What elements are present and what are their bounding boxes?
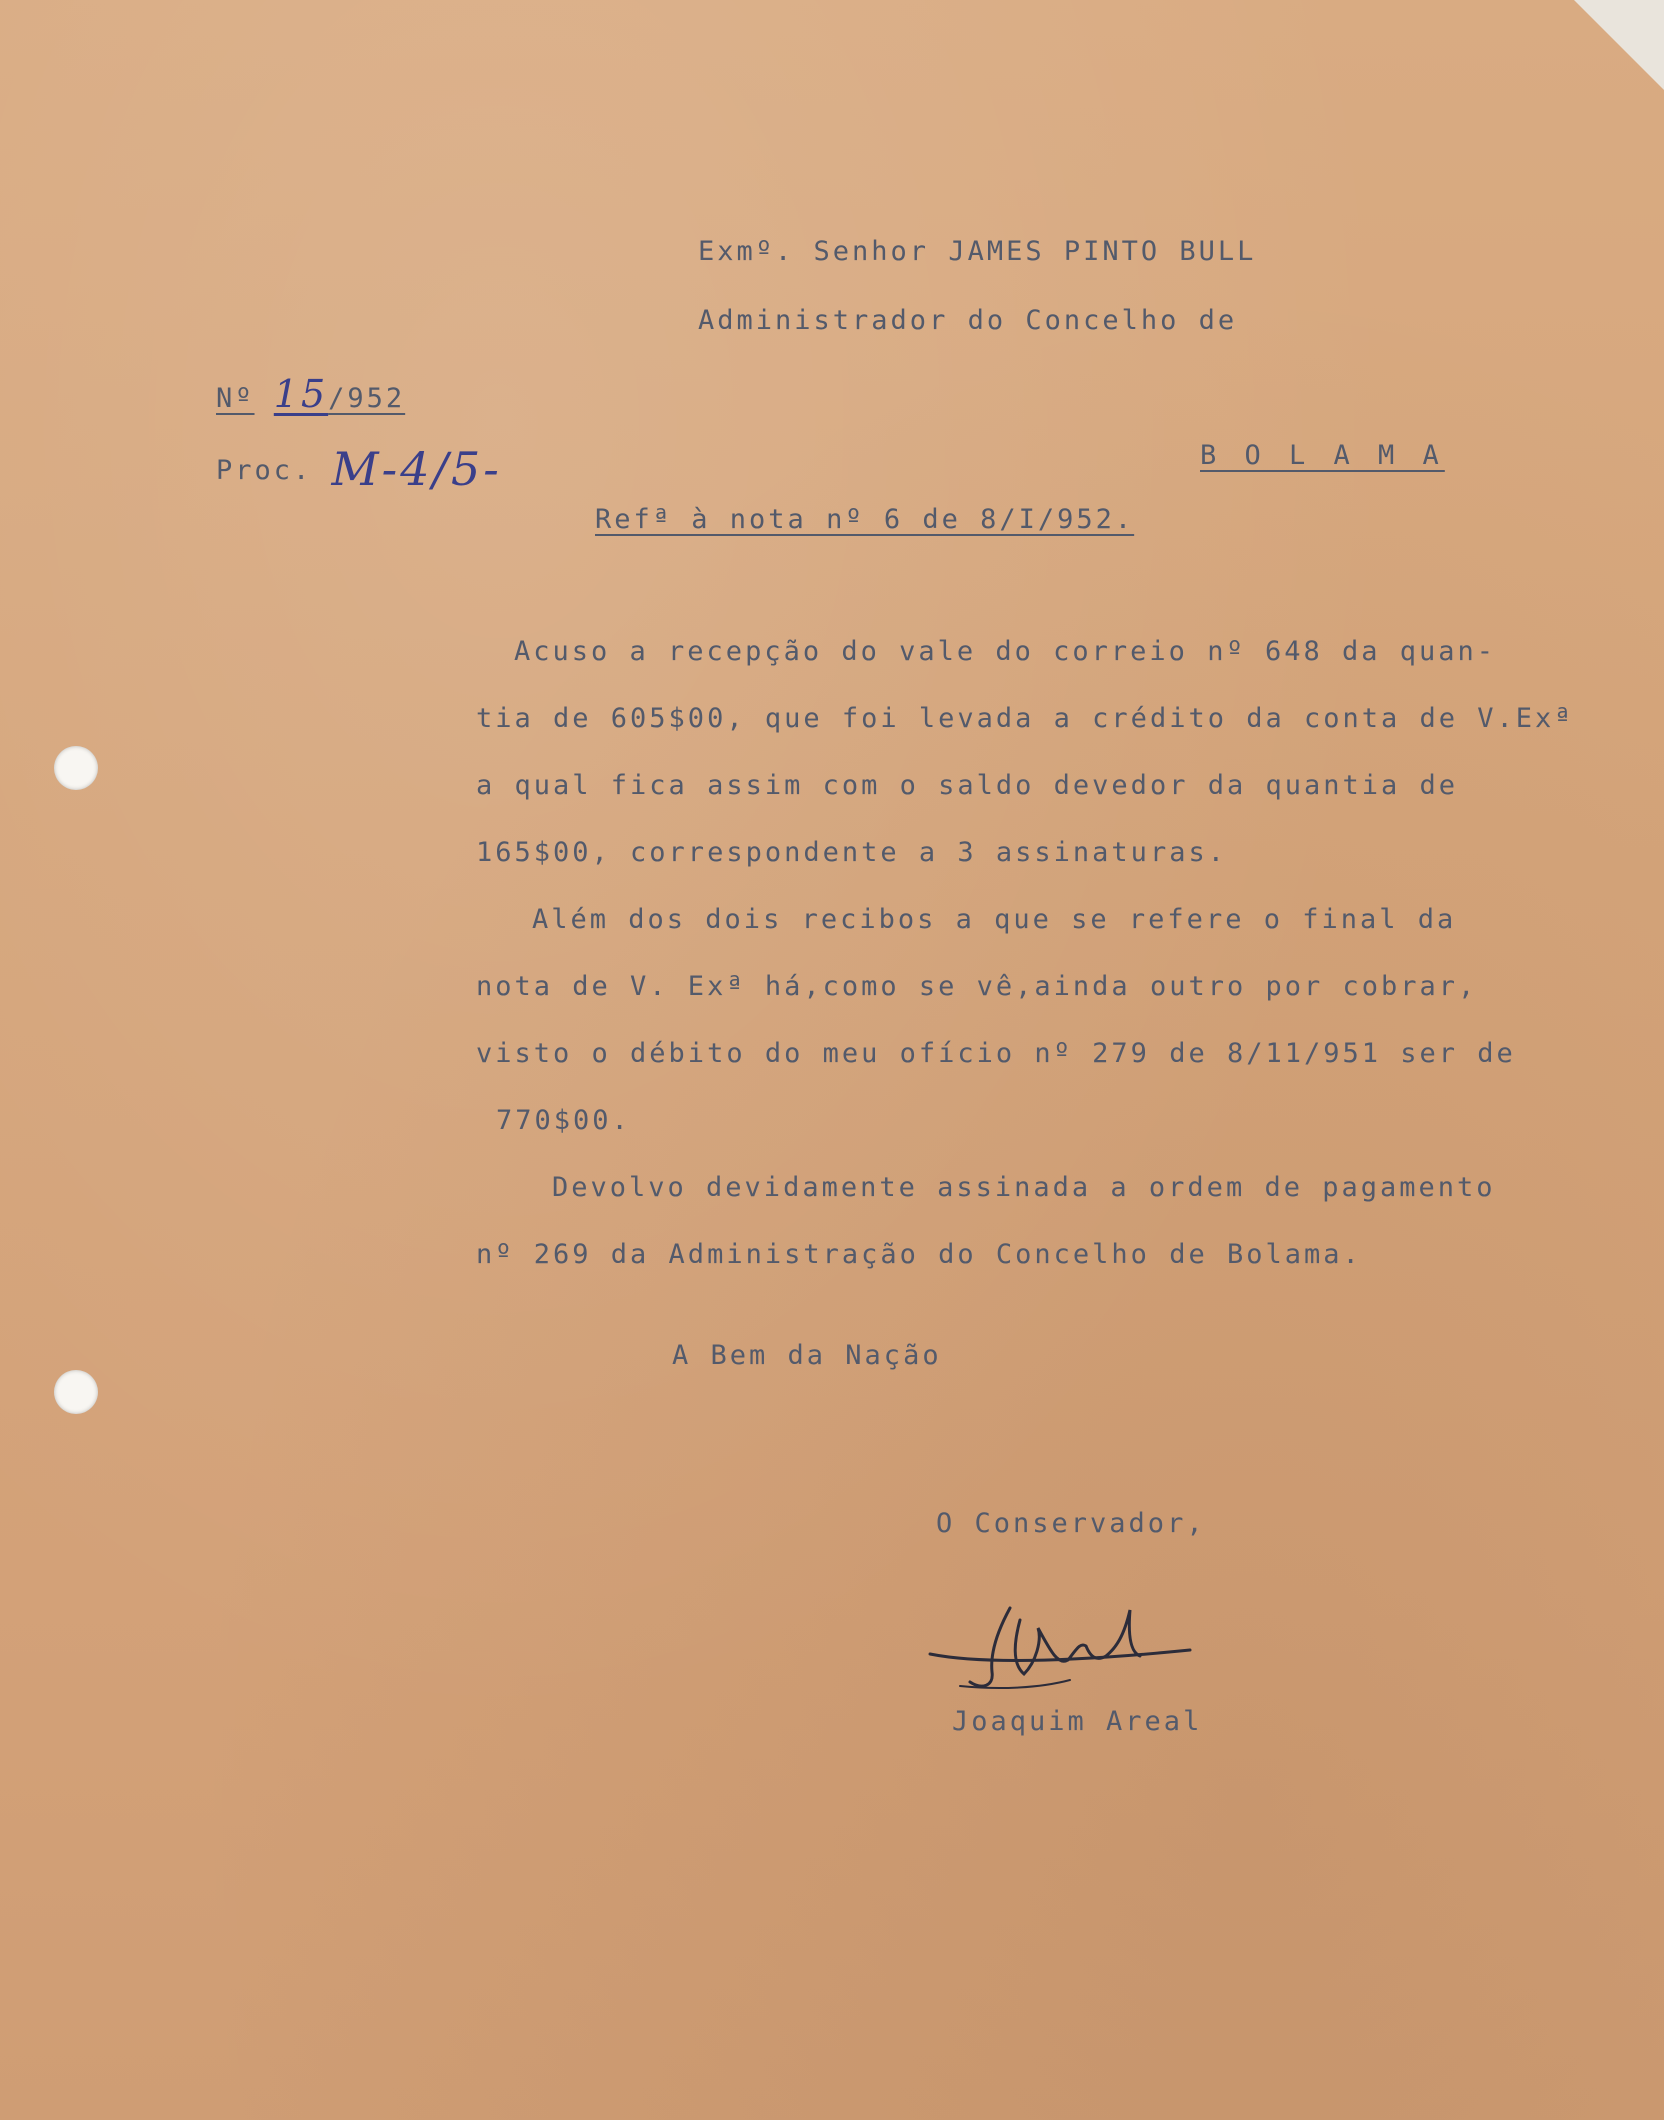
reference-number-label: Nº bbox=[216, 383, 255, 414]
signatory-role: O Conservador, bbox=[936, 1508, 1206, 1539]
subject-line: Refª à nota nº 6 de 8/I/952. bbox=[595, 504, 1135, 535]
reference-number bbox=[216, 372, 405, 416]
addressee-line-1: Exmº. Senhor JAMES PINTO BULL bbox=[698, 236, 1257, 267]
addressee-line-2: Administrador do Concelho de bbox=[698, 305, 1238, 336]
punch-hole bbox=[54, 746, 98, 790]
body-line: 165$00, correspondente a 3 assinaturas. bbox=[476, 837, 1227, 868]
closing-salutation: A Bem da Nação bbox=[672, 1340, 942, 1371]
body-line: Acuso a recepção do vale do correio nº 648 da quan- bbox=[514, 636, 1497, 667]
body-line: nº 269 da Administração do Concelho de Bolama. bbox=[476, 1239, 1362, 1270]
body-line: Devolvo devidamente assinada a ordem de pagamento bbox=[552, 1172, 1496, 1203]
body-line: Além dos dois recibos a que se refere o final da bbox=[532, 904, 1457, 935]
handwritten-signature bbox=[920, 1590, 1210, 1700]
signatory-name: Joaquim Areal bbox=[952, 1706, 1203, 1737]
body-line: tia de 605$00, que foi levada a crédito da conta de V.Exª bbox=[476, 703, 1574, 734]
body-line: visto o débito do meu ofício nº 279 de 8/11/951 ser de bbox=[476, 1038, 1516, 1069]
body-line: a qual fica assim com o saldo devedor da quantia de bbox=[476, 770, 1459, 801]
addressee-city: B O L A M A bbox=[1200, 440, 1445, 471]
reference-number-suffix: /952 bbox=[328, 383, 406, 414]
folded-corner bbox=[1574, 0, 1664, 90]
punch-hole bbox=[54, 1370, 98, 1414]
reference-number-handwritten: 15 bbox=[273, 372, 329, 416]
process-reference bbox=[216, 436, 502, 496]
process-handwritten: M-4/5- bbox=[331, 442, 502, 496]
body-line: nota de V. Exª há,como se vê,ainda outro por cobrar, bbox=[476, 971, 1478, 1002]
process-label: Proc. bbox=[216, 455, 313, 486]
body-line: 770$00. bbox=[496, 1105, 631, 1136]
